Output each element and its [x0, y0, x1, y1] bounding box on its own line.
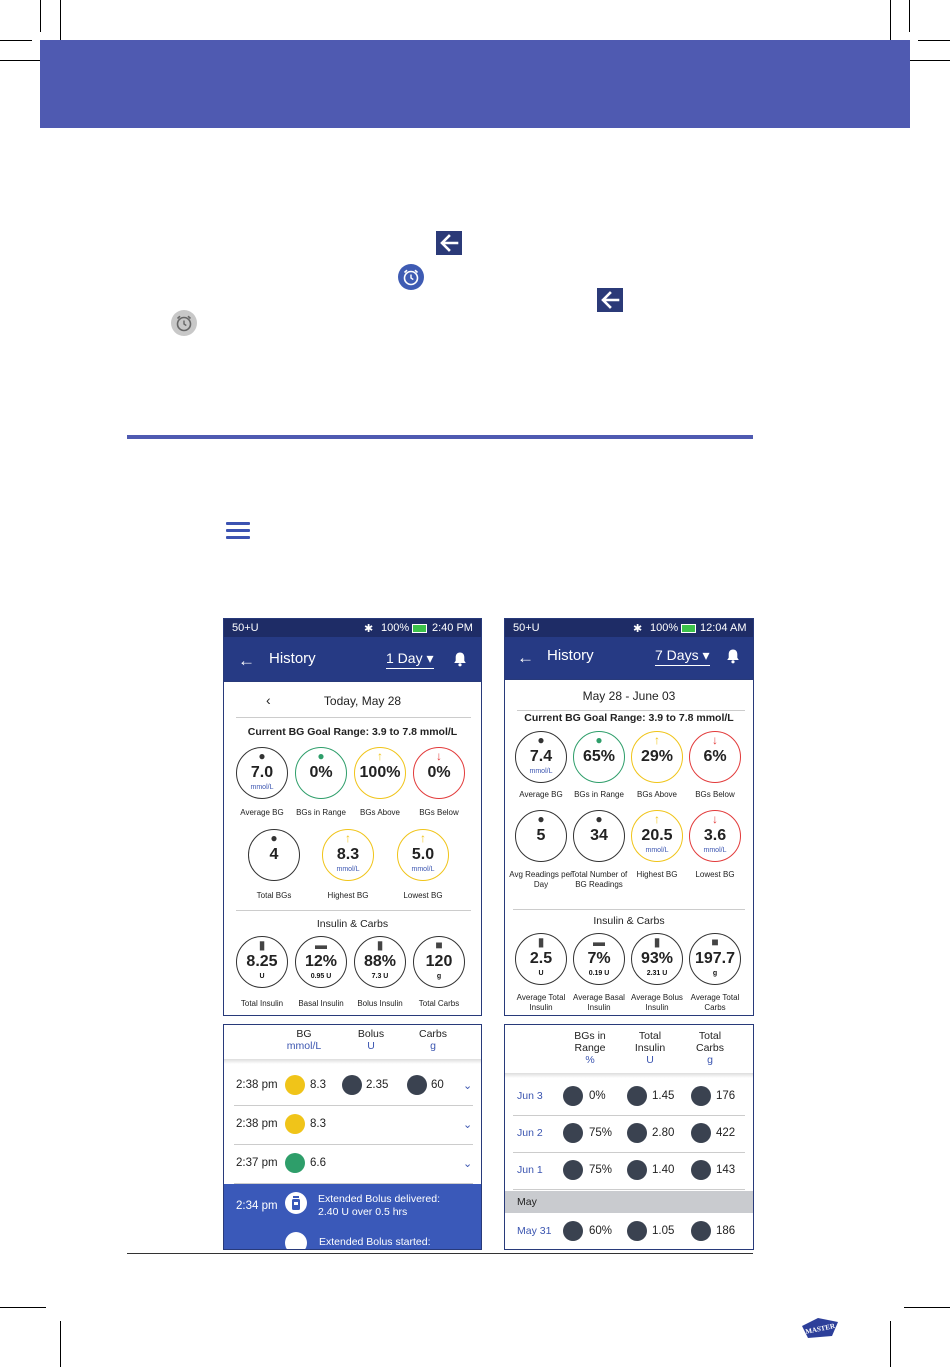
crop-mark — [40, 0, 41, 32]
footer-rule — [127, 1253, 753, 1254]
divider — [513, 1189, 745, 1190]
chevron-down-icon[interactable]: ⌄ — [463, 1119, 473, 1131]
bluetooth-icon: ✱ — [364, 623, 374, 635]
stat-indicator-icon: ■ — [711, 935, 719, 949]
col-header-range: BGs in Range % — [574, 1030, 606, 1066]
back-arrow-icon[interactable]: ← — [517, 648, 534, 667]
stat-circle — [515, 933, 567, 985]
stat-indicator-icon: ↑ — [377, 749, 383, 763]
stat-caption: BGs Below — [695, 790, 735, 799]
date-label: Today, May 28 — [323, 694, 402, 708]
stat-caption: Average BG — [519, 790, 563, 799]
back-arrow-icon — [436, 231, 462, 255]
svg-text:MASTER: MASTER — [804, 1321, 836, 1337]
bg-drop-icon — [563, 1086, 583, 1106]
carbs-icon — [407, 1075, 427, 1095]
stat-value: 100% — [359, 764, 401, 781]
stat-indicator-icon: ■ — [435, 938, 443, 952]
stat-circle — [354, 747, 406, 799]
stat-caption: BGs in Range — [296, 808, 346, 817]
divider — [224, 681, 481, 682]
list-item[interactable] — [224, 1106, 481, 1144]
status-left: 50+U — [232, 622, 259, 634]
stat-value: 29% — [640, 748, 674, 765]
stat-circle — [631, 933, 683, 985]
date-label: May 28 - June 03 — [582, 689, 676, 703]
stat-circle — [573, 933, 625, 985]
col-header-bg: BG mmol/L — [286, 1028, 322, 1052]
month-label: May — [517, 1196, 537, 1208]
stat-unit: g — [436, 973, 442, 980]
stat-indicator-icon: ● — [537, 733, 545, 747]
status-left: 50+U — [513, 622, 540, 634]
stat-value: 0% — [427, 764, 451, 781]
row-bg: 8.3 — [310, 1118, 326, 1130]
stat-circle — [515, 810, 567, 862]
stat-value: 7.4 — [529, 748, 553, 765]
list-item[interactable] — [505, 1152, 753, 1190]
extended-bolus-event[interactable] — [224, 1184, 481, 1249]
row-carbs: 143 — [716, 1164, 736, 1176]
stat-value: 5 — [536, 827, 546, 844]
stat-indicator-icon: ↓ — [712, 812, 718, 826]
header-band — [40, 40, 910, 128]
stat-caption: Total BGs — [256, 891, 292, 900]
row-date: Jun 3 — [517, 1090, 543, 1102]
carbs-icon — [691, 1123, 711, 1143]
stat-circle — [689, 933, 741, 985]
stat-indicator-icon: ▬ — [315, 938, 327, 952]
col-header-carbs: Total Carbs g — [695, 1030, 724, 1066]
status-time: 2:40 PM — [432, 622, 473, 634]
list-item[interactable] — [505, 1213, 753, 1250]
divider — [236, 910, 471, 911]
stat-caption: Basal Insulin — [298, 999, 344, 1008]
history-list-7day — [504, 1024, 754, 1250]
section-title: Insulin & Carbs — [593, 915, 665, 927]
chevron-down-icon[interactable]: ⌄ — [463, 1080, 473, 1092]
stat-unit: mmol/L — [336, 866, 360, 873]
stat-unit: U — [259, 973, 265, 980]
crop-mark — [0, 1307, 46, 1308]
bell-icon[interactable] — [726, 648, 740, 664]
battery-icon — [412, 624, 427, 633]
row-insulin: 1.40 — [652, 1164, 675, 1176]
stat-unit: 7.3 U — [371, 973, 389, 980]
history-list-1day — [223, 1024, 482, 1250]
battery-level: 100% — [650, 622, 679, 634]
stat-value: 4 — [269, 846, 279, 863]
stat-caption: Bolus Insulin — [357, 999, 403, 1008]
back-arrow-icon[interactable]: ← — [238, 651, 255, 670]
month-header — [505, 1191, 753, 1213]
bg-reading-icon — [285, 1153, 305, 1173]
row-date: Jun 2 — [517, 1127, 543, 1139]
stat-indicator-icon: ● — [270, 831, 278, 845]
stat-value: 20.5 — [641, 827, 673, 844]
stat-indicator-icon: ↓ — [712, 733, 718, 747]
stat-unit: U — [538, 970, 544, 977]
stat-circle — [413, 936, 465, 988]
master-logo — [800, 1314, 840, 1340]
stat-value: 34 — [590, 827, 608, 844]
list-item[interactable] — [505, 1115, 753, 1153]
row-range: 75% — [589, 1164, 613, 1176]
row-bolus: 2.35 — [366, 1079, 389, 1091]
stat-value: 2.5 — [529, 950, 553, 967]
status-bar — [224, 619, 481, 637]
row-carbs: 422 — [716, 1127, 736, 1139]
stat-indicator-icon: ↓ — [436, 749, 442, 763]
stat-caption: Total Insulin — [240, 999, 284, 1008]
stat-value: 7% — [587, 950, 611, 967]
divider — [513, 909, 745, 910]
bolus-icon — [627, 1221, 647, 1241]
stat-unit: 0.19 U — [588, 970, 610, 977]
col-header-bolus: Bolus U — [357, 1028, 385, 1052]
stat-value: 197.7 — [694, 950, 736, 967]
battery-icon — [681, 624, 696, 633]
stat-value: 5.0 — [411, 846, 435, 863]
row-insulin: 1.45 — [652, 1090, 675, 1102]
stat-circle — [248, 829, 300, 881]
event-text: Extended Bolus delivered: — [318, 1193, 440, 1205]
stat-value: 12% — [304, 953, 338, 970]
chevron-down-icon[interactable]: ⌄ — [463, 1158, 473, 1170]
stat-circle — [354, 936, 406, 988]
status-bar — [505, 619, 753, 637]
crop-mark — [904, 60, 950, 61]
stat-circle — [295, 936, 347, 988]
col-header-insulin: Total Insulin U — [634, 1030, 666, 1066]
stat-indicator-icon: ▮ — [537, 935, 545, 949]
section-title: Insulin & Carbs — [316, 918, 389, 930]
stat-unit: g — [712, 970, 718, 977]
bg-drop-icon — [563, 1160, 583, 1180]
stat-circle — [631, 810, 683, 862]
alarm-clock-icon — [171, 310, 197, 336]
alarm-clock-icon — [398, 264, 424, 290]
row-carbs: 60 — [431, 1079, 444, 1091]
event-time: 2:34 pm — [236, 1200, 278, 1212]
crop-mark — [904, 1307, 950, 1308]
stat-caption: BGs Above — [636, 790, 678, 799]
row-insulin: 1.05 — [652, 1225, 675, 1237]
stat-unit: mmol/L — [250, 784, 274, 791]
row-time: 2:37 pm — [236, 1157, 278, 1169]
bolus-icon — [285, 1192, 307, 1214]
goal-range: Current BG Goal Range: 3.9 to 7.8 mmol/L — [247, 726, 458, 738]
stat-caption: Average BG — [240, 808, 284, 817]
divider — [224, 1059, 481, 1064]
stat-circle — [413, 747, 465, 799]
stat-unit: mmol/L — [703, 847, 727, 854]
stat-value: 88% — [363, 953, 397, 970]
crop-mark — [0, 40, 32, 41]
stat-indicator-icon: ▮ — [376, 938, 384, 952]
stat-indicator-icon: ● — [537, 812, 545, 826]
divider — [517, 710, 745, 711]
stat-unit: mmol/L — [529, 768, 553, 775]
stat-indicator-icon: ↑ — [420, 831, 426, 845]
page-title: History — [269, 650, 316, 667]
stat-circle — [689, 731, 741, 783]
app-bar — [505, 637, 753, 679]
row-bg: 8.3 — [310, 1079, 326, 1091]
row-time: 2:38 pm — [236, 1079, 278, 1091]
stat-unit: 0.95 U — [310, 973, 332, 980]
stat-indicator-icon: ▮ — [653, 935, 661, 949]
section-rule — [127, 435, 753, 439]
row-range: 60% — [589, 1225, 613, 1237]
bolus-icon — [627, 1160, 647, 1180]
row-date: May 31 — [517, 1225, 552, 1237]
stat-circle — [236, 747, 288, 799]
stat-caption: Average Total Carbs — [690, 993, 740, 1012]
stat-caption: Average Total Insulin — [516, 993, 566, 1012]
range-select[interactable]: 7 Days ▾ — [655, 647, 710, 666]
event-text: Extended Bolus started: — [319, 1236, 431, 1248]
status-time: 12:04 AM — [700, 622, 747, 634]
row-time: 2:38 pm — [236, 1118, 278, 1130]
history-1day-screen — [223, 618, 482, 1016]
stat-indicator-icon: ▬ — [593, 935, 605, 949]
crop-mark — [890, 1321, 891, 1367]
stat-indicator-icon: ● — [258, 749, 266, 763]
row-range: 0% — [589, 1090, 606, 1102]
stat-circle — [515, 731, 567, 783]
stat-indicator-icon: ● — [317, 749, 325, 763]
row-bg: 6.6 — [310, 1157, 326, 1169]
bg-reading-icon — [285, 1075, 305, 1095]
bluetooth-icon: ✱ — [633, 623, 643, 635]
list-item[interactable] — [224, 1067, 481, 1105]
stat-unit: 2.31 U — [646, 970, 668, 977]
crop-mark — [918, 40, 950, 41]
stat-caption: Lowest BG — [695, 870, 735, 879]
stat-circle — [295, 747, 347, 799]
history-7day-screen — [504, 618, 754, 1016]
crop-mark — [60, 1321, 61, 1367]
stat-indicator-icon: ↑ — [654, 733, 660, 747]
event-detail: 2.40 U over 0.5 hrs — [318, 1206, 408, 1218]
row-date: Jun 1 — [517, 1164, 543, 1176]
stat-caption: Highest BG — [636, 870, 678, 879]
range-select[interactable]: 1 Day ▾ — [386, 650, 434, 669]
row-carbs: 186 — [716, 1225, 736, 1237]
col-header-carbs: Carbs g — [418, 1028, 447, 1052]
chevron-left-icon[interactable]: ‹ — [266, 692, 271, 708]
stat-circle — [236, 936, 288, 988]
stat-indicator-icon: ▮ — [258, 938, 266, 952]
stat-indicator-icon: ● — [595, 733, 603, 747]
stat-indicator-icon: ● — [595, 812, 603, 826]
stat-value: 7.0 — [250, 764, 274, 781]
list-item[interactable] — [505, 1078, 753, 1116]
page-title: History — [547, 647, 594, 664]
stat-value: 65% — [582, 748, 616, 765]
row-insulin: 2.80 — [652, 1127, 675, 1139]
bolus-icon — [627, 1086, 647, 1106]
stat-caption: Avg Readings per Day — [509, 870, 573, 889]
stat-unit: mmol/L — [411, 866, 435, 873]
stat-value: 8.3 — [336, 846, 360, 863]
stat-caption: Average Basal Insulin — [573, 993, 625, 1012]
menu-icon — [226, 522, 250, 540]
back-arrow-icon — [597, 288, 623, 312]
stat-caption: Average Bolus Insulin — [631, 993, 683, 1012]
stat-caption: Highest BG — [327, 891, 369, 900]
stat-circle — [573, 810, 625, 862]
stat-value: 8.25 — [246, 953, 278, 970]
stat-value: 120 — [425, 953, 453, 970]
stat-circle — [322, 829, 374, 881]
battery-level: 100% — [381, 622, 410, 634]
stat-value: 6% — [703, 748, 727, 765]
stat-indicator-icon: ↑ — [345, 831, 351, 845]
goal-range: Current BG Goal Range: 3.9 to 7.8 mmol/L — [524, 712, 734, 724]
stat-caption: BGs in Range — [574, 790, 624, 799]
divider — [236, 717, 471, 718]
stat-circle — [631, 731, 683, 783]
crop-mark — [909, 0, 910, 32]
bolus-icon — [342, 1075, 362, 1095]
stat-circle — [573, 731, 625, 783]
bolus-icon — [627, 1123, 647, 1143]
stat-value: 0% — [309, 764, 333, 781]
divider — [234, 1183, 473, 1184]
stat-caption: BGs Below — [419, 808, 459, 817]
stat-circle — [397, 829, 449, 881]
app-bar — [224, 637, 481, 681]
stat-unit: mmol/L — [645, 847, 669, 854]
bolus-icon — [285, 1232, 307, 1250]
carbs-icon — [691, 1160, 711, 1180]
stat-value: 93% — [640, 950, 674, 967]
bell-icon[interactable] — [453, 651, 467, 667]
bg-reading-icon — [285, 1114, 305, 1134]
stat-indicator-icon: ↑ — [654, 812, 660, 826]
row-carbs: 176 — [716, 1090, 736, 1102]
bg-drop-icon — [563, 1123, 583, 1143]
list-item[interactable] — [224, 1145, 481, 1183]
stat-caption: Total Carbs — [418, 999, 460, 1008]
bg-drop-icon — [563, 1221, 583, 1241]
stat-caption: BGs Above — [359, 808, 401, 817]
carbs-icon — [691, 1086, 711, 1106]
carbs-icon — [691, 1221, 711, 1241]
stat-circle — [689, 810, 741, 862]
stat-caption: Lowest BG — [403, 891, 443, 900]
stat-caption: Total Number of BG Readings — [570, 870, 628, 889]
row-range: 75% — [589, 1127, 613, 1139]
stat-value: 3.6 — [703, 827, 727, 844]
divider — [505, 679, 753, 680]
